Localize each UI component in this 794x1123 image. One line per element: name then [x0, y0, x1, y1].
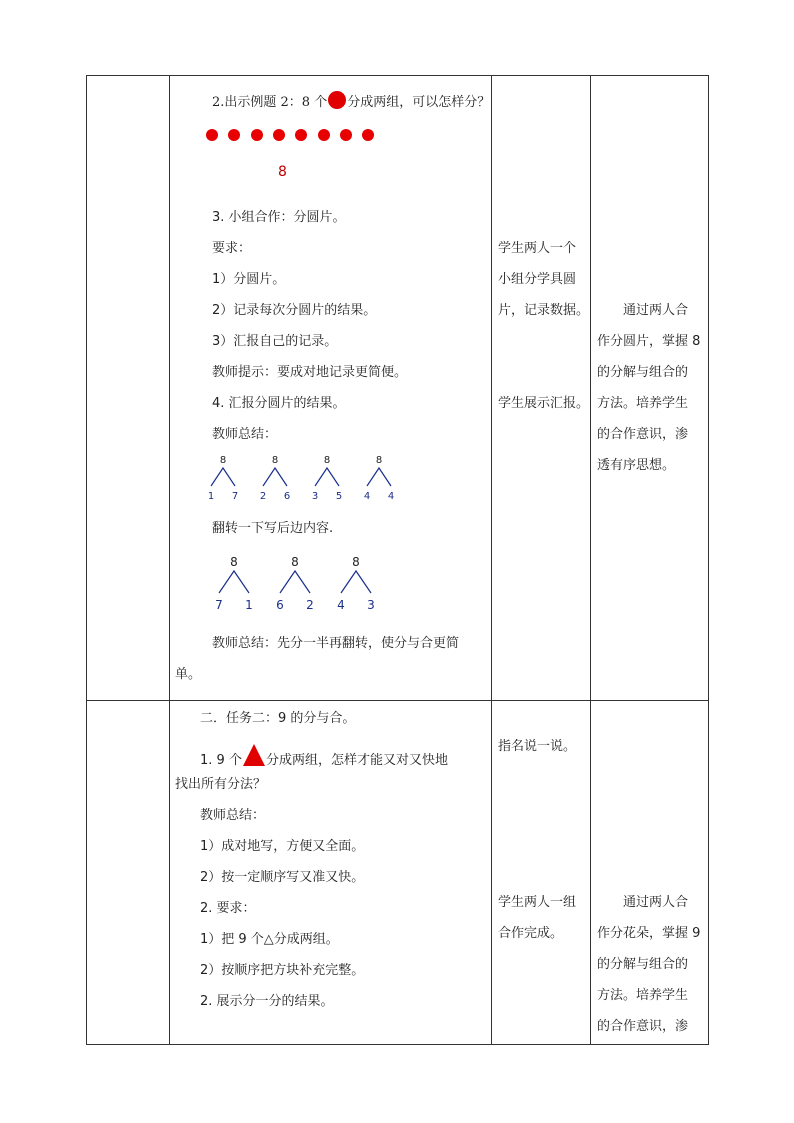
tree-total: 8	[352, 555, 360, 569]
tree-branches	[367, 468, 391, 486]
tree-left-part: 7	[215, 598, 223, 612]
q1-line2: 找出所有分法？	[175, 777, 267, 792]
example-prefix: 2.出示例题 2：8 个	[212, 95, 328, 110]
intent2-line2: 作分花朵，掌握 9	[597, 926, 701, 941]
dot-count-label: 8	[278, 164, 287, 180]
student-activity-line3: 片，记录数据。	[498, 303, 590, 318]
intent2-line5: 的合作意识，渗	[597, 1019, 689, 1034]
table-row	[87, 701, 709, 1045]
decomposition-tree	[208, 455, 238, 502]
red-dot	[295, 129, 307, 141]
intent-line2: 作分圆片，掌握 8	[597, 334, 701, 349]
tree-branches	[211, 468, 235, 486]
red-dot	[206, 129, 218, 141]
task2-title: 二．任务二：9 的分与合。	[200, 711, 356, 726]
tree-right-part: 4	[387, 491, 395, 502]
tree-left-part: 2	[259, 491, 267, 502]
decomposition-trees-top	[170, 453, 492, 513]
row1-teacher-activity-cell	[170, 76, 492, 701]
row1-design-intent-cell	[591, 76, 709, 701]
tree-left-part: 1	[207, 491, 215, 502]
intent2-line1: 通过两人合	[623, 895, 689, 910]
tree-total: 8	[219, 455, 227, 466]
tree-total: 8	[291, 555, 299, 569]
decomposition-tree	[364, 455, 394, 502]
red-dot	[228, 129, 240, 141]
red-dot	[251, 129, 263, 141]
row2-design-intent-cell	[591, 701, 709, 1045]
tree-right-part: 5	[335, 491, 343, 502]
table-row	[87, 76, 709, 701]
red-dot	[273, 129, 285, 141]
tree-total: 8	[375, 455, 383, 466]
decomposition-tree	[260, 455, 290, 502]
summary-1: 1）成对地写，方便又全面。	[200, 839, 365, 854]
final-summary-line1: 教师总结：先分一半再翻转，使分与合更简	[212, 636, 460, 651]
tree-branches	[341, 571, 371, 593]
student-activity-line2: 小组分学具圆	[498, 272, 577, 287]
red-dot	[318, 129, 330, 141]
intent-line5: 的合作意识，渗	[597, 427, 689, 442]
student-report: 学生展示汇报。	[498, 396, 590, 411]
teacher-summary-label-2: 教师总结：	[200, 808, 266, 823]
requirement-3: 3）汇报自己的记录。	[212, 334, 338, 349]
student-pair-line1: 学生两人一组	[498, 895, 577, 910]
tree-left-part: 4	[337, 598, 345, 612]
teacher-summary-label: 教师总结：	[212, 427, 278, 442]
row2-stage-cell	[87, 701, 170, 1045]
student-say: 指名说一说。	[498, 739, 577, 754]
tree-left-part: 6	[276, 598, 284, 612]
student-activity-line1: 学生两人一个	[498, 241, 577, 256]
intent-line3: 的分解与组合的	[597, 365, 689, 380]
tree-branches	[315, 468, 339, 486]
tree-branches	[219, 571, 249, 593]
summary-2: 2）按一定顺序写又准又快。	[200, 870, 365, 885]
intent-line4: 方法。培养学生	[597, 396, 689, 411]
row2-student-activity-cell	[492, 701, 591, 1045]
tree-right-part: 6	[283, 491, 291, 502]
requirements-label: 要求：	[212, 241, 252, 256]
teacher-hint: 教师提示：要成对地记录更简便。	[212, 365, 408, 380]
q1-line	[200, 744, 448, 770]
intent-line1: 通过两人合	[623, 303, 689, 318]
example-line	[212, 91, 490, 112]
tree-total: 8	[271, 455, 279, 466]
row2-teacher-activity-cell	[170, 701, 492, 1045]
q1-prefix: 1. 9 个	[200, 753, 242, 768]
decomposition-tree	[337, 555, 375, 612]
tree-left-part: 3	[311, 491, 319, 502]
lesson-plan-table	[86, 75, 709, 1045]
example-suffix: 分成两组，可以怎样分？	[347, 95, 491, 110]
tree-branches	[263, 468, 287, 486]
show-results: 2. 展示分一分的结果。	[200, 994, 334, 1009]
intent2-line4: 方法。培养学生	[597, 988, 689, 1003]
requirement-1: 1）分圆片。	[212, 272, 286, 287]
row1-stage-cell	[87, 76, 170, 701]
decomposition-tree	[215, 555, 253, 612]
tree-right-part: 3	[367, 598, 375, 612]
tree-total: 8	[323, 455, 331, 466]
red-dot	[340, 129, 352, 141]
intent-line6: 透有序思想。	[597, 458, 676, 473]
tree-right-part: 1	[245, 598, 253, 612]
decomposition-tree	[276, 555, 314, 612]
tree-right-part: 2	[306, 598, 314, 612]
step3-text: 3. 小组合作：分圆片。	[212, 210, 346, 225]
tree-branches	[280, 571, 310, 593]
tree-left-part: 4	[363, 491, 371, 502]
step4-text: 4. 汇报分圆片的结果。	[212, 396, 346, 411]
requirement-2: 2）记录每次分圆片的结果。	[212, 303, 377, 318]
red-circle-icon	[328, 91, 346, 109]
decomposition-trees-bottom	[170, 553, 492, 623]
intent2-line3: 的分解与组合的	[597, 957, 689, 972]
tree-right-part: 7	[231, 491, 239, 502]
red-triangle-icon	[243, 744, 265, 766]
requirements-label-2: 2. 要求：	[200, 901, 256, 916]
requirement-2-2: 2）按顺序把方块补充完整。	[200, 963, 365, 978]
decomposition-tree	[312, 455, 342, 502]
tree-total: 8	[230, 555, 238, 569]
student-pair-line2: 合作完成。	[498, 926, 564, 941]
row1-student-activity-cell	[492, 76, 591, 701]
flip-note: 翻转一下写后边内容.	[212, 521, 334, 536]
red-dot	[362, 129, 374, 141]
q1-suffix: 分成两组，怎样才能又对又快地	[265, 753, 448, 768]
final-summary-line2: 单。	[175, 667, 202, 682]
requirement-2-1: 1）把 9 个△分成两组。	[200, 932, 339, 947]
